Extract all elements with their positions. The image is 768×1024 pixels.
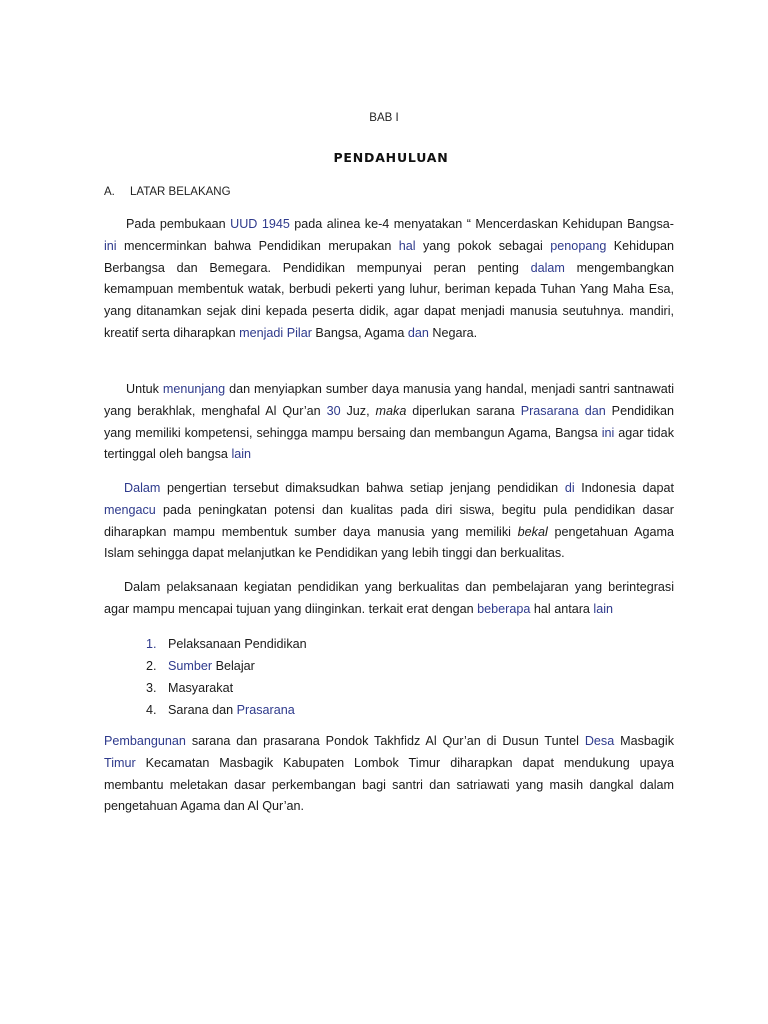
list-number: 1. [146,637,157,651]
highlight-run: Prasarana [520,403,579,418]
text-run: Negara. [428,325,478,340]
highlight-run: lain [231,447,252,462]
text-run: Juz, [340,403,376,418]
highlight-run: Timur [104,755,136,770]
list-number: 3. [146,681,157,695]
text-run: agar tidak tertinggal oleh bangsa [104,425,674,462]
highlight-run: Dalam [124,481,161,495]
text-run: Masbagik [614,734,674,748]
highlight-run: Sumber [168,659,213,673]
section-label: LATAR BELAKANG [130,186,231,198]
text-run: Masyarakat [168,681,234,695]
section-number: A. [104,186,115,198]
text-run: Indonesia dapat [574,481,674,495]
text-run: diperlukan sarana [406,403,521,418]
highlight-run: dan [407,325,429,340]
list-number: 2. [146,659,157,673]
italic-run: maka [375,403,407,418]
highlight-run: menunjang [162,382,226,396]
text-run: Kecamatan Masbagik Kabupaten Lombok Timur diharapkan dapat mendukung upaya membantu meletakan dasar perkembangan bagi santri dan satriawati yang masih dangkal dalam pengetahuan Agama dan Al Qur’an. [104,755,674,814]
highlight-run: hal [398,238,416,253]
chapter-title: PENDAHULUAN [333,150,449,165]
text-run: sarana dan prasarana Pondok Takhfidz Al Qur’an di Dusun Tuntel [185,734,585,748]
numbered-list [146,633,307,721]
text-run: Pada pembukaan [126,217,231,231]
paragraph-1 [104,214,674,345]
italic-run: bekal [517,524,548,539]
list-number: 4. [146,703,157,717]
list-item [146,655,307,677]
highlight-run: beberapa [477,601,531,616]
text-run: mencerminkan bahwa Pendidikan merupakan [116,238,399,253]
highlight-run: lain [593,601,614,616]
text-run: pada peningkatan potensi dan kualitas pada diri siswa, begitu pula pendidikan dasar diharapkan mampu membentuk sumber daya manusia yang memiliki [104,502,674,539]
text-run: pengetahuan Agama Islam sehingga dapat melanjutkan ke Pendidikan yang lebih tinggi dan berkualitas. [104,524,674,561]
text-run: Sarana dan [168,703,237,717]
highlight-run: ini [104,238,117,253]
highlight-run: dalam [530,260,565,275]
text-run: Belajar [212,659,255,673]
text-run: pada alinea ke-4 menyatakan “ Mencerdaskan Kehidupan Bangsa- [289,217,674,231]
chapter-heading: BAB I [369,112,399,124]
highlight-run: penopang [550,238,607,253]
highlight-run: mengacu [104,502,156,517]
text-run: mengembangkan kemampuan membentuk watak, berbudi pekerti yang luhur, beriman kepada Tuhan Yang Maha Esa, yang ditanamkan sejak dini kepada peserta didik, agar dapat menjadi manusia seutuhnya. mandiri, kreatif serta diharapkan [104,260,674,340]
highlight-run: UUD 1945 [230,217,290,231]
text-run: pengertian tersebut dimaksudkan bahwa setiap jenjang pendidikan [160,481,565,495]
text-run: dan menyiapkan sumber daya manusia yang handal, menjadi santri santnawati yang berakhlak, menghafal Al Qur’an [104,382,674,418]
section-heading [104,186,231,198]
text-run: Kehidupan Berbangsa dan Bemegara. Pendidikan mempunyai peran penting [104,238,674,275]
text-run: Pelaksanaan Pendidikan [168,637,307,651]
highlight-run: Prasarana [236,703,295,717]
highlight-run: Pembangunan [104,734,186,748]
highlight-run: Desa [584,734,615,748]
text-run: Bangsa, Agama [311,325,408,340]
paragraph-3 [104,478,674,565]
text-run: Dalam pelaksanaan kegiatan pendidikan yang berkualitas dan pembelajaran yang berintegrasi agar mampu mencapai tujuan yang diinginkan. terkait erat dengan [104,580,674,616]
paragraph-2 [104,379,674,466]
highlight-run: dan [584,403,606,418]
highlight-run: Pilar [286,325,312,340]
highlight-run: di [564,481,575,495]
text-run: Pendidikan yang memiliki kompetensi, sehingga mampu bersaing dan membangun Agama, Bangsa [104,403,674,440]
text-run: yang pokok sebagai [415,238,551,253]
list-item [146,677,307,699]
highlight-run: 30 [326,403,341,418]
text-run: hal antara [530,601,594,616]
paragraph-4 [104,577,674,621]
highlight-run: menjadi [239,325,284,340]
text-run: Untuk [126,382,163,396]
paragraph-5 [104,731,674,818]
list-item [146,633,307,655]
highlight-run: ini [601,425,615,440]
list-item [146,699,307,721]
